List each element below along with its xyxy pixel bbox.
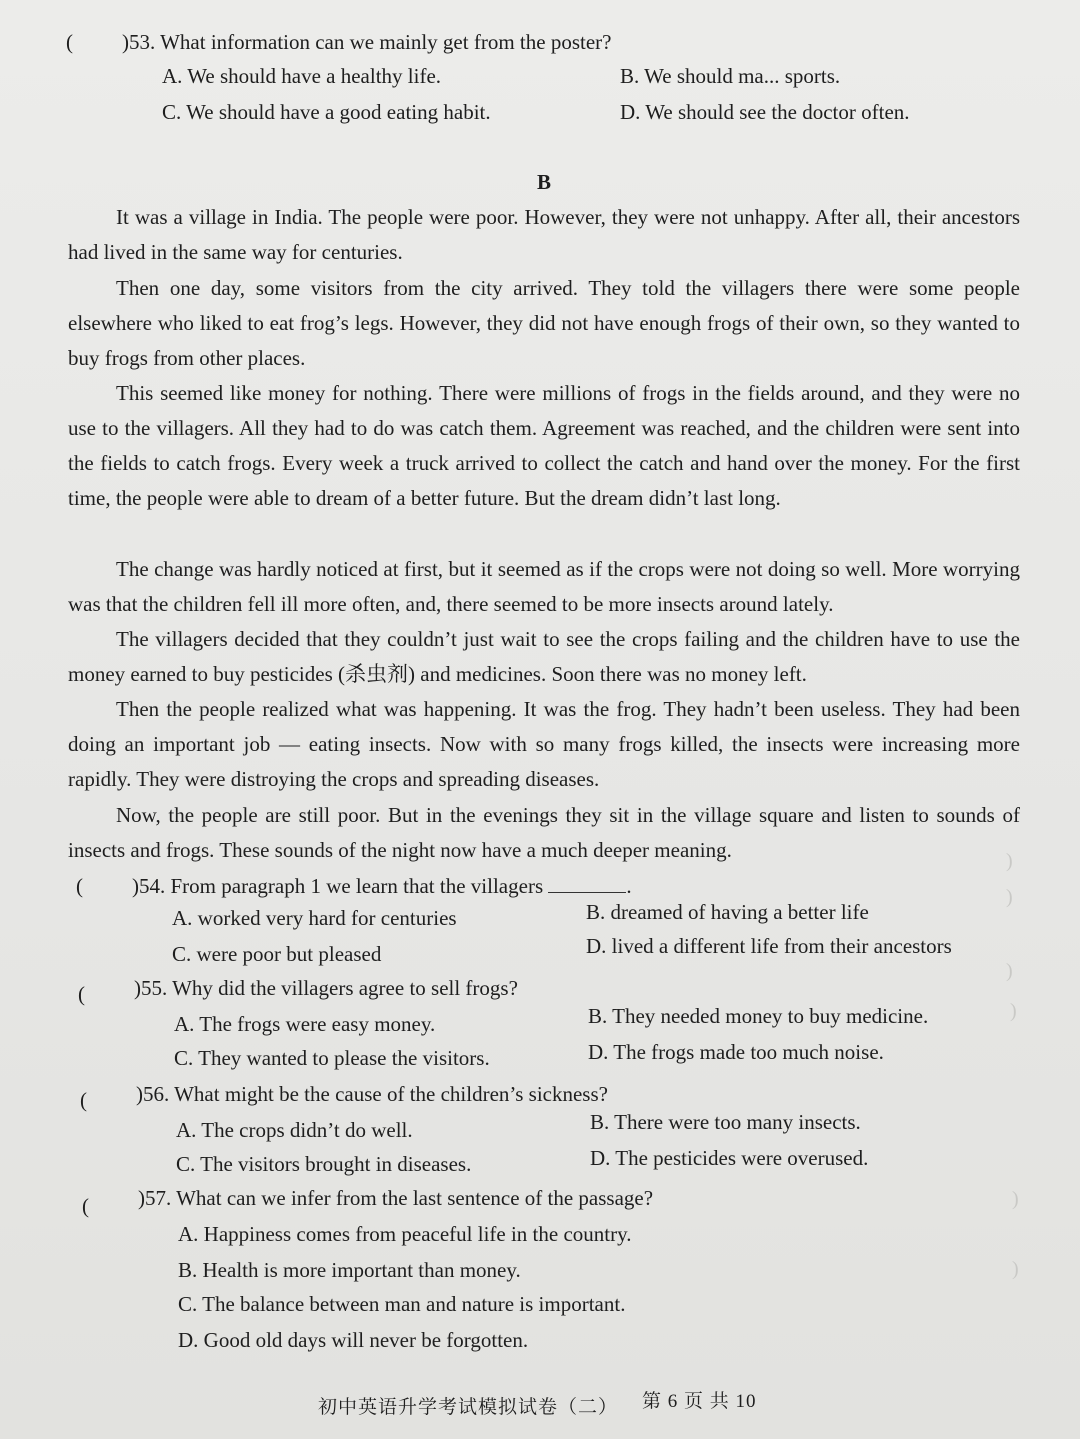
question-57-option-c: C. The balance between man and nature is important. (178, 1292, 626, 1316)
question-55-option-a: A. The frogs were easy money. (174, 1012, 436, 1036)
answer-paren-53: ( (66, 30, 73, 54)
bleed-through-mark: ) (1012, 1188, 1019, 1210)
answer-paren-57: ( (82, 1194, 89, 1218)
bleed-through-mark: ) (1010, 1000, 1017, 1022)
question-55-option-d: D. The frogs made too much noise. (588, 1040, 884, 1064)
passage-paragraph-4 (68, 552, 1020, 622)
bleed-through-mark: ) (1006, 850, 1013, 872)
passage-paragraph-2 (68, 271, 1020, 376)
question-55-option-c: C. They wanted to please the visitors. (174, 1046, 490, 1070)
question-53-option-c: C. We should have a good eating habit. (162, 100, 491, 124)
question-53-option-a: A. We should have a healthy life. (162, 64, 442, 88)
question-53-option-d: D. We should see the doctor often. (620, 100, 910, 124)
paragraph-text: Then the people realized what was happening. It was the frog. They hadn’t been useless. They had been doing an important job — eating insects. Now with so many frogs killed, the insects were increasing more rapidly. They were distroying the crops and spreading diseases. (68, 697, 1020, 791)
passage-paragraph-6 (68, 692, 1020, 797)
answer-paren-56: ( (80, 1088, 87, 1112)
footer-exam-title: 初中英语升学考试模拟试卷（二） (318, 1397, 619, 1418)
question-54-option-c: C. were poor but pleased (172, 942, 382, 966)
section-heading-b: B (537, 170, 552, 194)
question-53-stem: )53. What information can we mainly get from the poster? (122, 30, 612, 54)
paragraph-text: Now, the people are still poor. But in the evenings they sit in the village square and listen to sounds of insects and frogs. These sounds of the night now have a much deeper meaning. (68, 803, 1020, 862)
paragraph-text: The villagers decided that they couldn’t just wait to see the crops failing and the children have to use the money earned to buy pesticides (杀虫剂) and medicines. Soon there was no money left. (68, 627, 1020, 686)
question-54-stem (132, 874, 632, 899)
answer-paren-54: ( (76, 874, 83, 898)
bleed-through-mark: ) (1006, 960, 1013, 982)
question-54-text: )54. From paragraph 1 we learn that the villagers (132, 874, 544, 898)
paragraph-text: Then one day, some visitors from the city arrived. They told the villagers there were some people elsewhere who liked to eat frog’s legs. However, they did not have enough frogs of their own, so they wanted to buy frogs from other places. (68, 276, 1020, 370)
question-56-option-b: B. There were too many insects. (590, 1110, 861, 1134)
question-53-option-b: B. We should ma... sports. (620, 64, 841, 88)
question-57-option-d: D. Good old days will never be forgotten. (178, 1328, 529, 1352)
question-57-stem: )57. What can we infer from the last sentence of the passage? (138, 1186, 654, 1210)
question-54-option-a: A. worked very hard for centuries (172, 906, 457, 930)
answer-blank (548, 876, 626, 893)
question-56-option-c: C. The visitors brought in diseases. (176, 1152, 472, 1176)
question-55-stem: )55. Why did the villagers agree to sell frogs? (134, 976, 518, 1000)
bleed-through-mark: ) (1012, 1258, 1019, 1280)
passage-paragraph-7 (68, 798, 1020, 868)
passage-paragraph-5 (68, 622, 1020, 692)
question-54-option-d: D. lived a different life from their ancestors (586, 934, 952, 958)
paragraph-text: The change was hardly noticed at first, but it seemed as if the crops were not doing so well. More worrying was that the children fell ill more often, and, there seemed to be more insects around lately. (68, 557, 1020, 616)
answer-paren-55: ( (78, 982, 85, 1006)
question-54-option-b: B. dreamed of having a better life (586, 900, 869, 924)
bleed-through-mark: ) (1006, 886, 1013, 908)
question-57-option-a: A. Happiness comes from peaceful life in the country. (178, 1222, 632, 1246)
passage-paragraph-3 (68, 376, 1020, 516)
paragraph-text: This seemed like money for nothing. There were millions of frogs in the fields around, and they were no use to the villagers. All they had to do was catch them. Agreement was reached, and the children were sent into the fields to catch frogs. Every week a truck arrived to collect the catch and hand over the money. For the first time, the people were able to dream of a better future. But the dream didn’t last long. (68, 381, 1020, 510)
question-55-option-b: B. They needed money to buy medicine. (588, 1004, 929, 1028)
question-56-option-a: A. The crops didn’t do well. (176, 1118, 413, 1142)
paragraph-text: It was a village in India. The people were poor. However, they were not unhappy. After all, their ancestors had lived in the same way for centuries. (68, 205, 1020, 264)
question-54-end: . (626, 874, 632, 898)
passage-paragraph-1 (68, 200, 1020, 270)
question-57-option-b: B. Health is more important than money. (178, 1258, 521, 1282)
question-56-option-d: D. The pesticides were overused. (590, 1146, 869, 1170)
footer-page-number: 第 6 页 共 10 (642, 1391, 757, 1412)
question-56-stem: )56. What might be the cause of the children’s sickness? (136, 1082, 608, 1106)
